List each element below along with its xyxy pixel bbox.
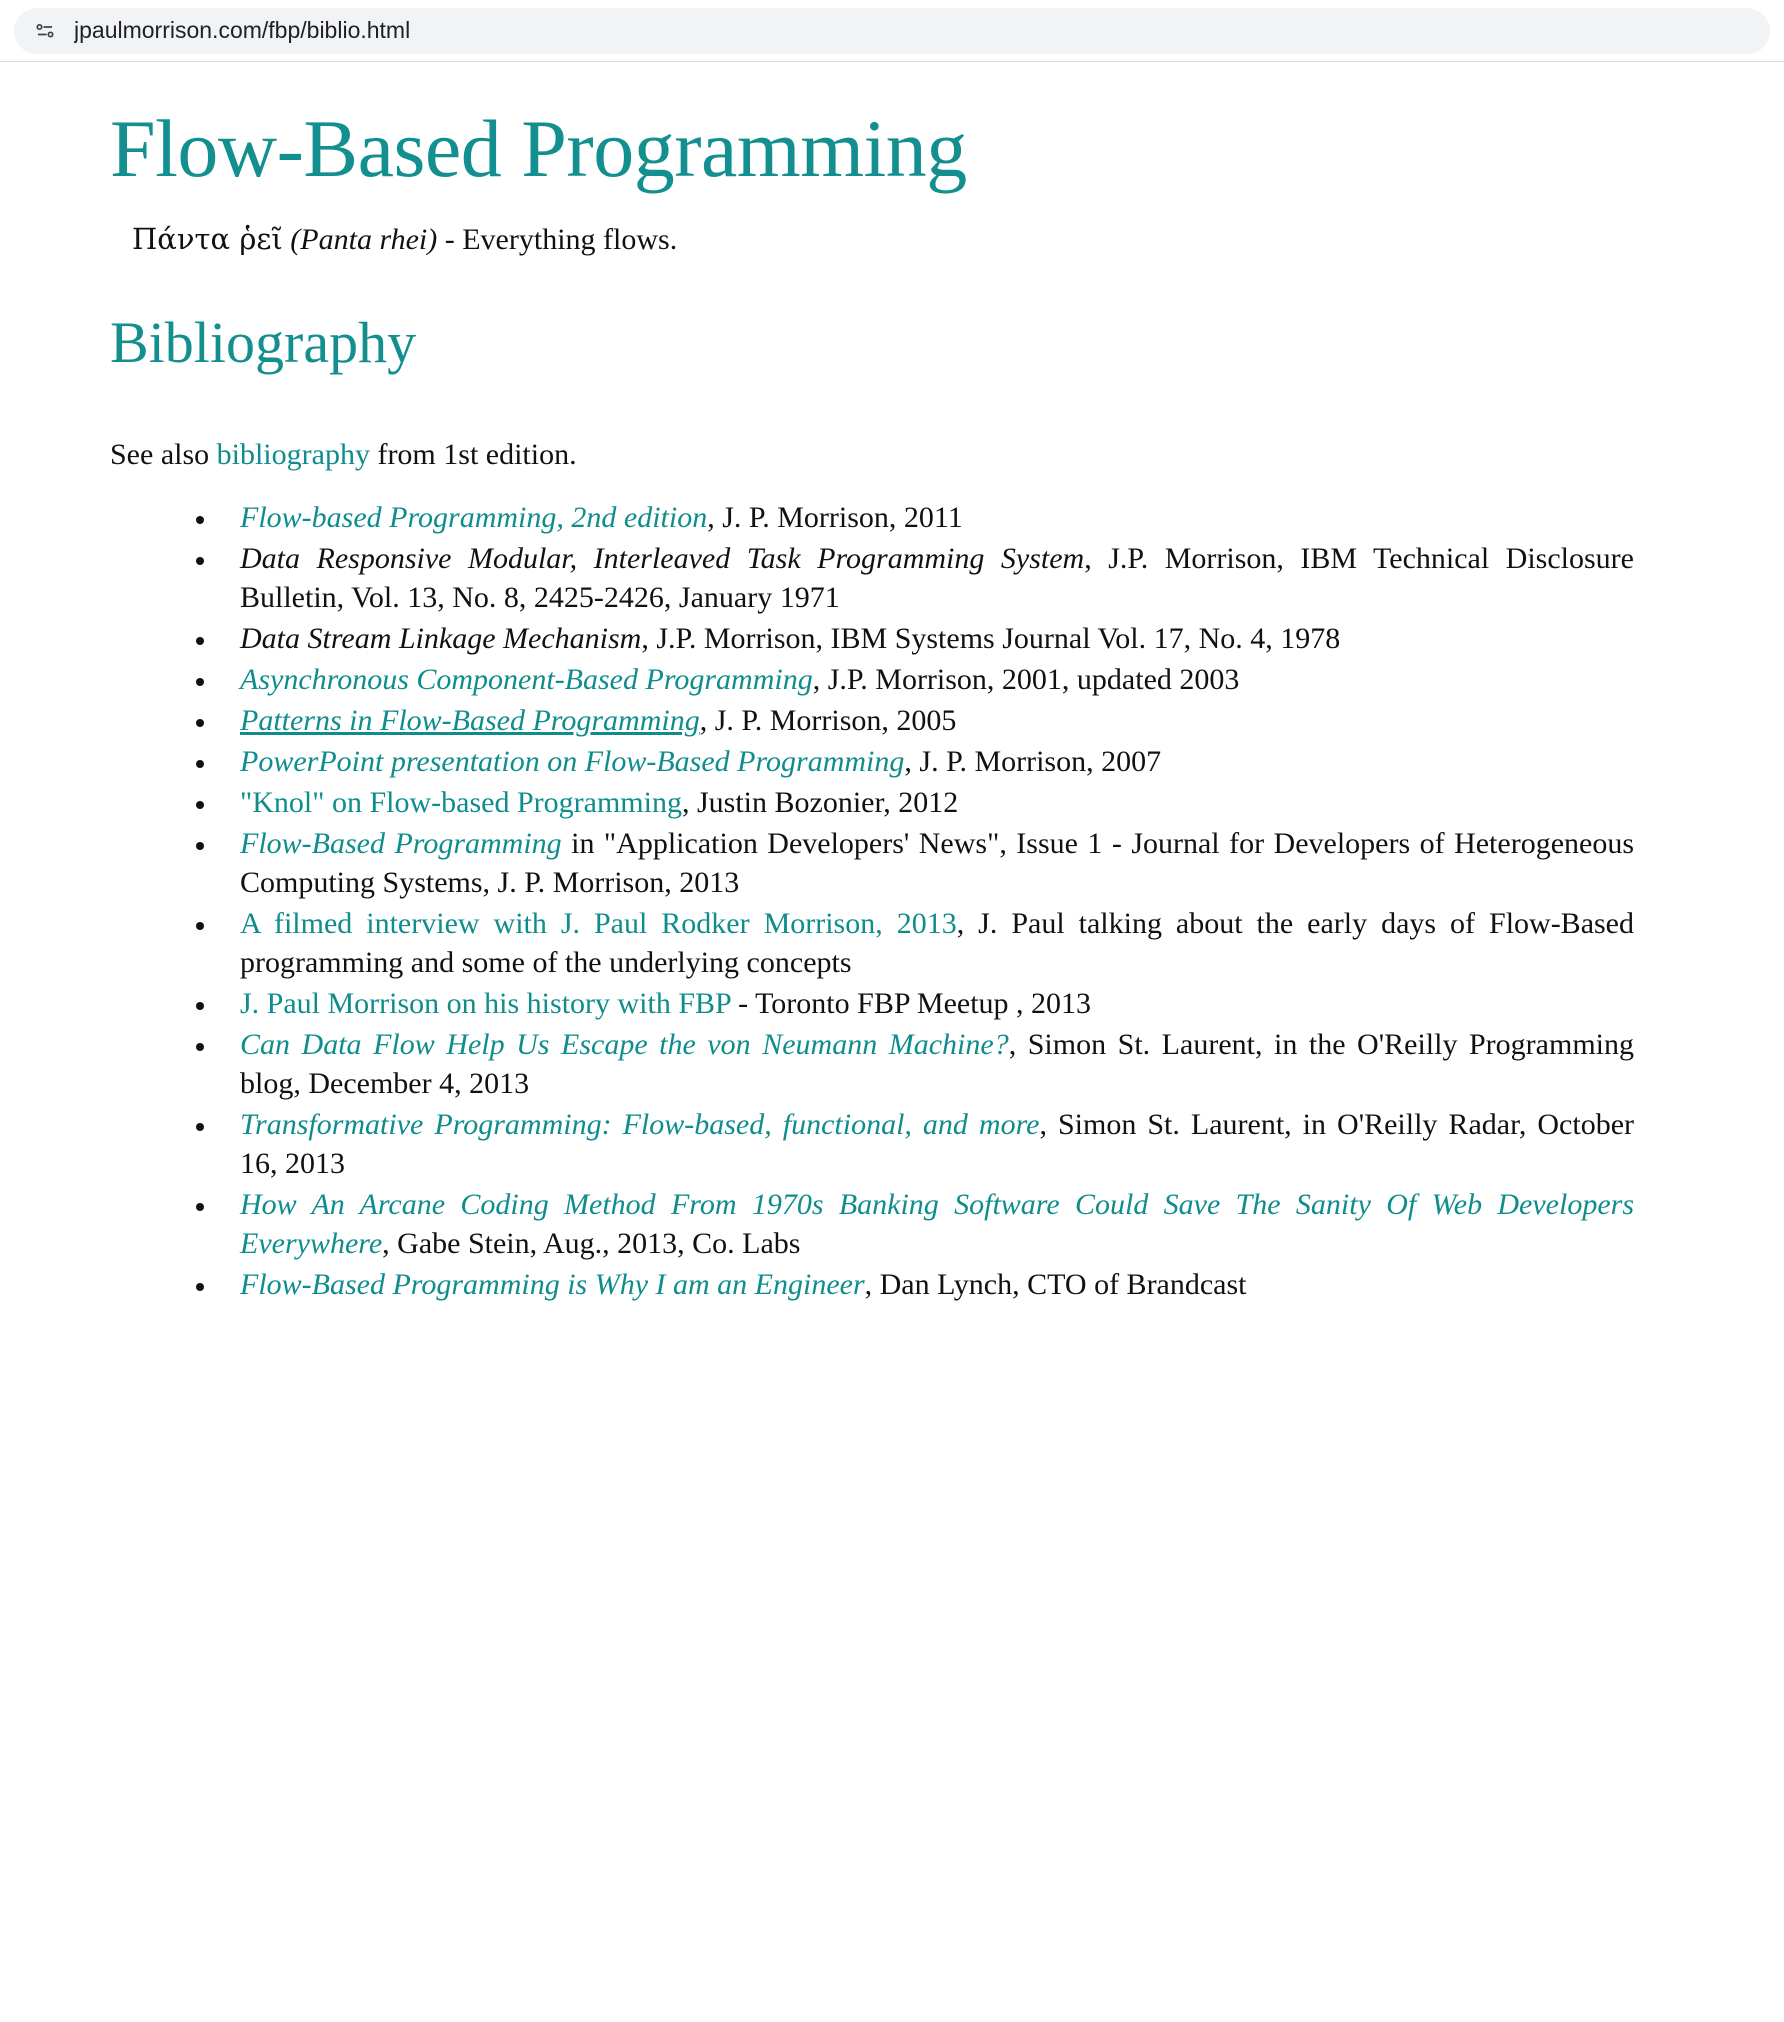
entry-citation-text: , Justin Bozonier, 2012 [681,786,959,820]
see-also-line [110,438,1724,472]
page-title: Flow-Based Programming [110,103,967,194]
bibliography-entry [218,984,1724,1023]
bibliography-1st-edition-link[interactable]: bibliography [216,438,370,472]
entry-title-link[interactable]: PowerPoint presentation on Flow-Based Programming [240,745,905,779]
bibliography-entry [218,824,1724,902]
entry-citation-text: in "Application Developers' News", Issue 1 - Journal for Developers of Heterogeneous Computing Systems, J. P. Morrison, 2013 [240,827,1634,900]
entry-citation-text: , J. Paul talking about the early days of Flow-Based programming and some of the underlying concepts [240,907,1634,980]
entry-citation-text: , J.P. Morrison, IBM Systems Journal Vol. 17, No. 4, 1978 [641,622,1341,656]
see-also-suffix: from 1st edition. [369,438,577,472]
bibliography-entry [218,1025,1724,1103]
bibliography-entry [218,539,1724,617]
entry-citation-text: , Dan Lynch, CTO of Brandcast [864,1268,1247,1302]
entry-title-link[interactable]: "Knol" on Flow-based Programming [240,786,682,820]
bibliography-entry [218,1265,1724,1304]
bibliography-entry [218,498,1724,537]
entry-title-link[interactable]: Patterns in Flow-Based Programming [240,704,700,738]
url-text: jpaulmorrison.com/fbp/biblio.html [74,17,411,43]
bibliography-entry [218,904,1724,982]
epigraph-translation: - Everything flows. [444,223,678,257]
entry-title-link[interactable]: Flow-Based Programming [240,827,562,861]
entry-citation-text: , J. P. Morrison, 2011 [707,501,963,535]
bibliography-list [110,498,1724,1304]
entry-citation-text: , Simon St. Laurent, in O'Reilly Radar, October 16, 2013 [240,1108,1634,1181]
address-bar[interactable] [14,8,1770,54]
entry-title-text: Data Responsive Modular, Interleaved Task Programming System [240,542,1085,576]
entry-citation-text: , Gabe Stein, Aug., 2013, Co. Labs [382,1227,801,1261]
bibliography-entry [218,619,1724,658]
entry-citation-text: , J.P. Morrison, IBM Technical Disclosure Bulletin, Vol. 13, No. 8, 2425-2426, January 1971 [240,542,1634,615]
bibliography-entry [218,742,1724,781]
bibliography-entry [218,1105,1724,1183]
entry-title-link[interactable]: Flow-based Programming, 2nd edition [240,501,708,535]
epigraph [132,222,1724,257]
entry-title-link[interactable]: How An Arcane Coding Method From 1970s Banking Software Could Save The Sanity Of Web Developers Everywhere [240,1188,1634,1261]
section-title: Bibliography [110,310,417,376]
bibliography-entry [218,783,1724,822]
entry-title-link[interactable]: Can Data Flow Help Us Escape the von Neumann Machine? [240,1028,1009,1062]
bibliography-entry [218,701,1724,740]
browser-toolbar [0,0,1784,62]
epigraph-greek: Πάντα ῥεῖ [132,222,283,257]
entry-title-link[interactable]: Transformative Programming: Flow-based, functional, and more [240,1108,1040,1142]
bibliography-entry [218,660,1724,699]
entry-title-link[interactable]: A filmed interview with J. Paul Rodker Morrison, 2013 [240,907,957,941]
epigraph-transliteration: (Panta rhei) [290,223,438,257]
entry-citation-text: , Simon St. Laurent, in the O'Reilly Programming blog, December 4, 2013 [240,1028,1634,1101]
entry-citation-text: , J. P. Morrison, 2005 [699,704,957,738]
see-also-prefix: See also [110,438,217,472]
entry-citation-text: , J. P. Morrison, 2007 [904,745,1162,779]
entry-title-link[interactable]: Flow-Based Programming is Why I am an Engineer [240,1268,865,1302]
page-info-icon[interactable] [32,18,58,44]
entry-title-link[interactable]: Asynchronous Component-Based Programming [240,663,813,697]
entry-title-text: Data Stream Linkage Mechanism [240,622,642,656]
page-content [0,62,1784,1346]
entry-citation-text: - Toronto FBP Meetup , 2013 [730,987,1092,1021]
entry-citation-text: , J.P. Morrison, 2001, updated 2003 [812,663,1240,697]
entry-title-link[interactable]: J. Paul Morrison on his history with FBP [240,987,731,1021]
bibliography-entry [218,1185,1724,1263]
